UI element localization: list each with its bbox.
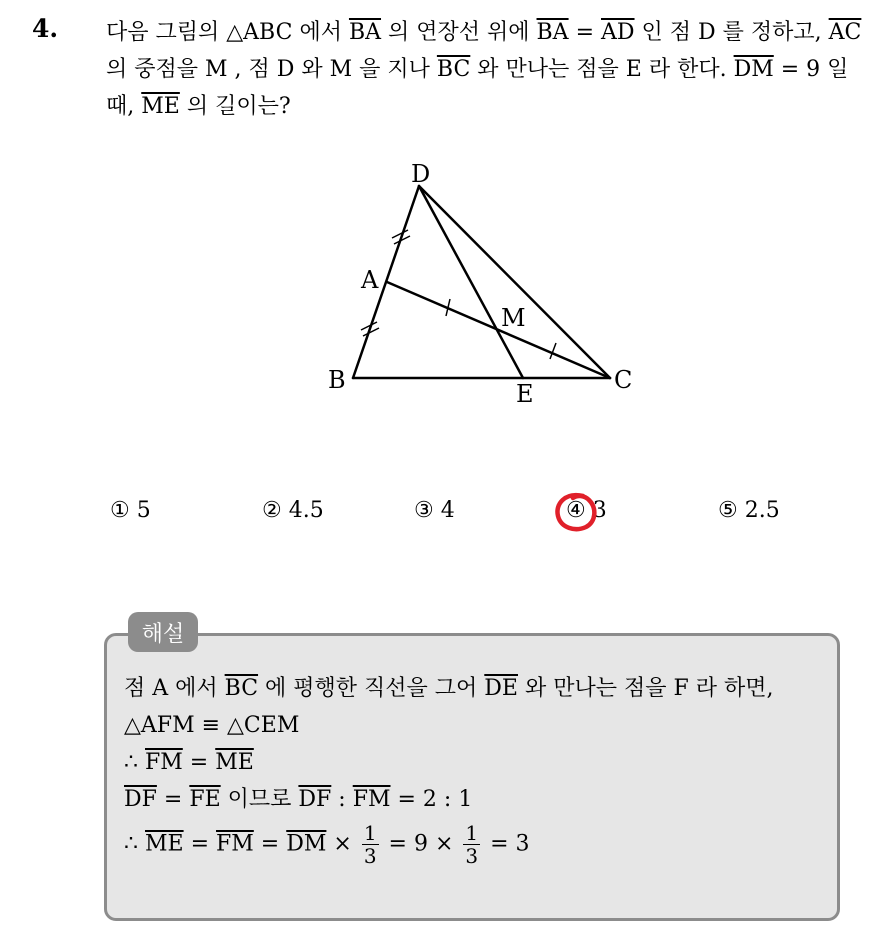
label-M: M [501, 304, 526, 332]
question-number: 4. [32, 14, 59, 43]
choice-4[interactable]: ④ 3 [566, 498, 607, 523]
question-text: 다음 그림의 △ABC 에서 $\overline{BA}$ 의 연장선 위에 $\overline{BA} = \overline{AD}$ 인 점 D 를 정하고, $\overline{AC}$ 의 중점을 M , 점 D 와 M 을 지나 $\overline{BC}$ 와 만나는 점을 E 라 한다. $\overline{DM} = 9$ 일 때, $\overline{ME}$ 의 길이는? [106, 20, 862, 119]
label-D: D [411, 160, 431, 188]
solution-line-3: $\overline{DF} = \overline{FE}$ 이므로 $\overline{DF}$ : $\overline{FM} = 2$ : 1 [124, 787, 473, 812]
tick-mark-MC [550, 343, 556, 359]
choice-1[interactable]: ① 5 [110, 498, 151, 523]
label-C: C [614, 366, 633, 394]
label-B: B [328, 366, 346, 394]
label-A: A [361, 266, 379, 294]
solution-line-1: 점 A 에서 $\overline{BC}$ 에 평행한 직선을 그어 $\overline{DE}$ 와 만나는 점을 F 라 하면, △AFM ≡ △CEM [124, 676, 774, 738]
solution-line-4-mid: = 9 × [381, 831, 461, 857]
solution-line-4 [124, 822, 824, 867]
solution-line-4-start: ∴ $\overline{ME} = \overline{FM} = \overline{DM}$ × [124, 831, 359, 857]
fraction-denominator: 3 [363, 844, 377, 868]
fraction-numerator: 1 [363, 821, 377, 845]
fraction-denominator-2: 3 [465, 844, 479, 868]
solution-body [124, 670, 824, 867]
solution-tab: 해설 [128, 612, 198, 652]
fraction-numerator-2: 1 [465, 821, 479, 845]
solution-line-2: ∴ $\overline{FM} = \overline{ME}$ [124, 750, 254, 775]
segment-DE [419, 186, 523, 378]
answer-circle-mark [553, 492, 599, 534]
fraction-one-third-2 [463, 822, 480, 867]
triangle-figure [300, 150, 660, 420]
segment-DC [419, 186, 610, 378]
segment-AC [387, 282, 610, 378]
choice-2[interactable]: ② 4.5 [262, 498, 324, 523]
label-E: E [516, 380, 534, 408]
fraction-one-third [362, 822, 379, 867]
solution-line-4-end: = 3 [483, 831, 530, 857]
choice-3[interactable]: ③ 4 [414, 498, 455, 523]
choice-5[interactable]: ⑤ 2.5 [718, 498, 780, 523]
